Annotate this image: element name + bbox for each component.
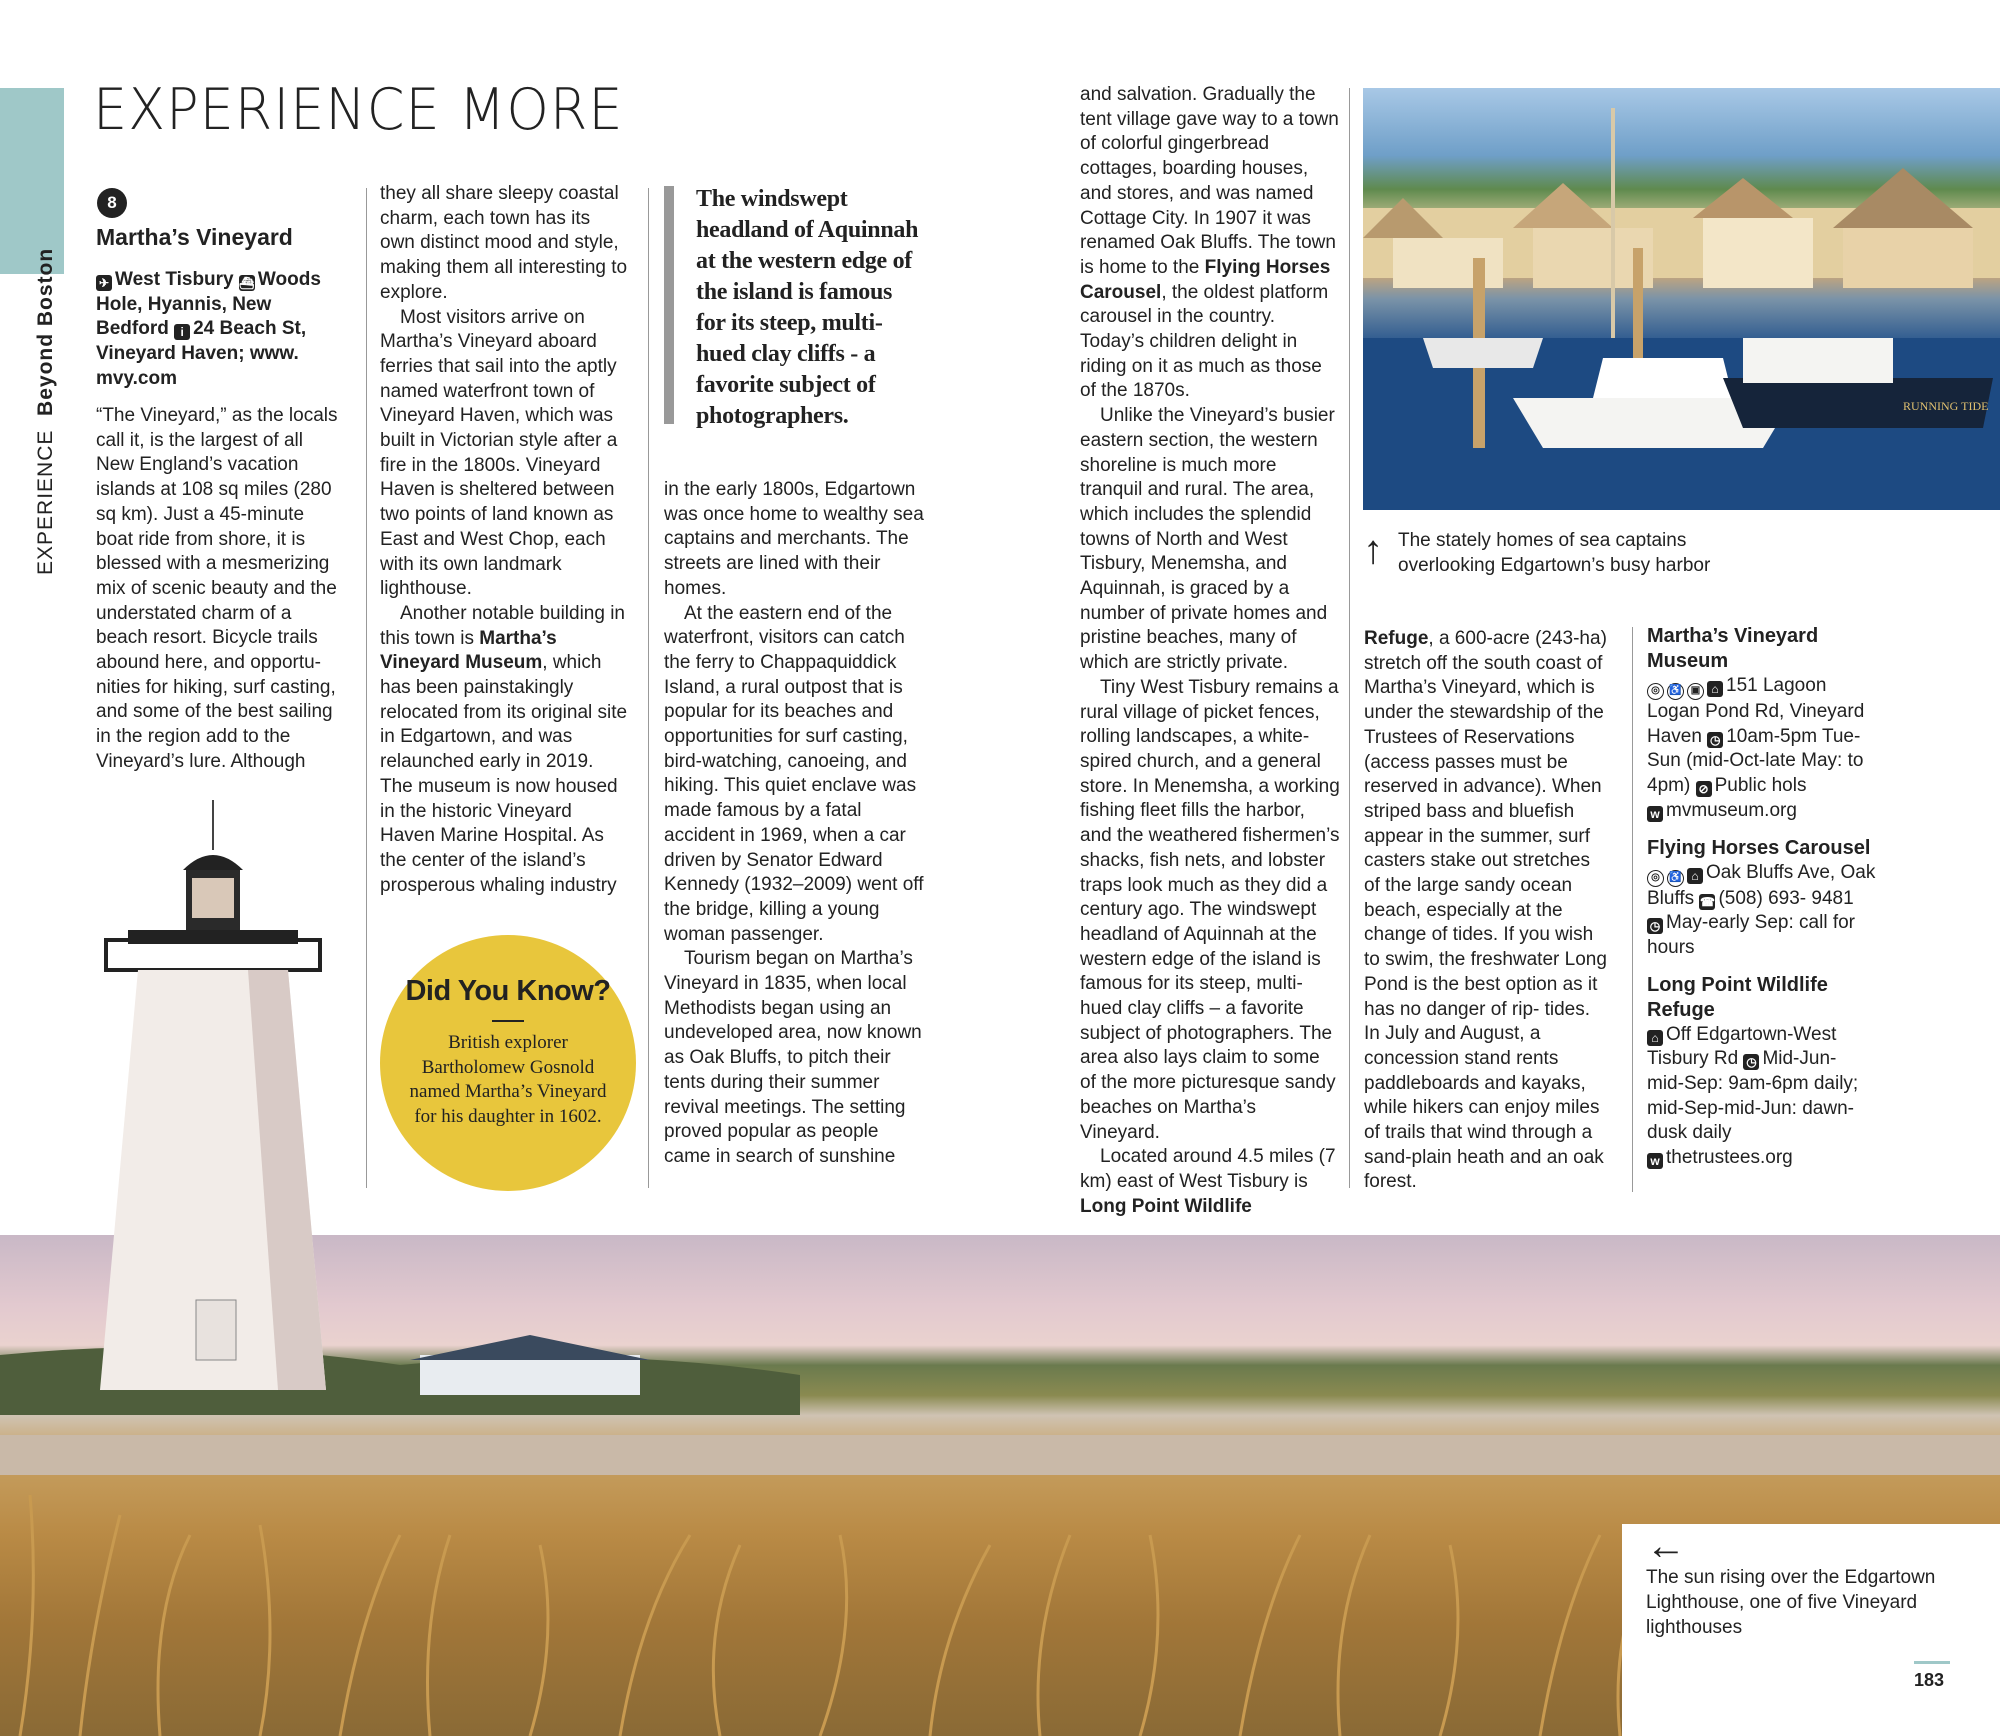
- listing-phone: (508) 693- 9481: [1718, 887, 1854, 909]
- wheelchair-icon: ♿: [1667, 683, 1684, 700]
- pullquote: The windswept headland of Aquinnah at the western edge of the island is famous for its steep, multi- hued clay cliffs - a favorite subject of photographers.: [696, 186, 919, 429]
- listing-address: Oak Bluffs Ave, Oak Bluffs: [1647, 861, 1876, 909]
- listing-hours: May-early Sep: call for hours: [1647, 912, 1856, 958]
- column-3: [664, 478, 924, 1170]
- museum-link-text: Martha’s Vineyard Museum: [380, 627, 557, 674]
- airport-icon: ✈: [96, 275, 112, 291]
- column-2: [380, 182, 630, 898]
- page-number-bar: [1914, 1661, 1950, 1664]
- col4-paragraph-4: [1080, 1145, 1340, 1219]
- did-you-know-badge: [380, 935, 636, 1191]
- refuge-name-cont: Refuge: [1364, 628, 1429, 649]
- clock-icon: ◷: [1647, 918, 1663, 934]
- running-head: [34, 248, 58, 575]
- col5-paragraph-1: [1364, 627, 1609, 1195]
- refuge-name: Long Point Wildlife: [1080, 1195, 1252, 1217]
- running-head-category: EXPERIENCE: [34, 429, 57, 575]
- listing-details: [1647, 674, 1877, 824]
- address-icon: ⌂: [1687, 868, 1703, 884]
- address-icon: ⌂: [1707, 681, 1723, 697]
- arrow-up-icon: ↑: [1363, 528, 1383, 572]
- listing-carousel: [1647, 836, 1877, 961]
- listing-museum: [1647, 624, 1877, 824]
- web-icon: w: [1647, 806, 1663, 822]
- lighthouse: [98, 800, 328, 1390]
- column-4: [1080, 83, 1340, 1219]
- column-divider: [648, 188, 649, 1188]
- col2-paragraph-1: they all share sleepy coastal charm, each town has its own distinct mood and style, making them all interesting to explore.: [380, 183, 628, 303]
- clock-icon: ◷: [1707, 732, 1723, 748]
- web-icon: w: [1647, 1153, 1663, 1169]
- col4-p1-text-a: and salvation. Gradually the tent village gave way to a town of colorful gingerbread cottages, boarding houses, and stores, and was named Cottage City. In 1907 it was renamed Oak Bluffs. The town is home to the: [1080, 84, 1339, 278]
- wheelchair-icon: ♿: [1667, 870, 1684, 887]
- col5-p1-text: , a 600-acre (243-ha) stretch off the south coast of Martha’s Vineyard, which is under the stewardship of the Trustees of Reservations (access passes must be reserved in advance). When striped bass and bluefish appear in the summer, surf casters stake out stretches of the large sandy ocean beach, especially at the change of tides. If you wish to swim, the freshwater Long Pond is the best option as it has no danger of rip- tides. In July and August, a concession stand rents paddleboards and kayaks, while hikers can enjoy miles of trails that wind through a sand-plain heath and an oak forest.: [1364, 628, 1607, 1193]
- column-divider: [366, 188, 367, 1188]
- section-info: [96, 268, 346, 392]
- info-airport: West Tisbury: [115, 269, 234, 290]
- carousel-name: Flying Horses Carousel: [1080, 256, 1331, 303]
- listing-web[interactable]: mvmuseum.org: [1666, 799, 1797, 821]
- listing-refuge: [1647, 973, 1877, 1171]
- listing-hours: Mid-Jun- mid-Sep: 9am-6pm daily; mid-Sep-mid-Jun: dawn-dusk daily: [1647, 1048, 1859, 1144]
- info-ferry: Woods Hole, Hyannis, New Bedford: [96, 269, 321, 340]
- listing-title: Martha’s Vineyard Museum: [1647, 625, 1819, 672]
- col2-p3-text-a: Another notable building in this town is: [380, 602, 626, 649]
- col3-paragraph-2: At the eastern end of the waterfront, visitors can catch the ferry to Chappaquiddick Island, a rural outpost that is popular for its beaches and opportunities for surf casting, bird-watching, canoeing, and hiking. This quiet enclave was made famous by a fatal accident in 1969, when a car driven by Senator Edward Kennedy (1932–2009) went off the bridge, killing a young woman passenger.: [664, 602, 924, 945]
- column-5: [1364, 627, 1609, 1195]
- col3-paragraph-3: Tourism began on Martha’s Vineyard in 1835, when local Methodists began using an undeveloped area, now known as Oak Bluffs, to pitch their tents during their summer revival meetings. The setting proved popular as people came in search of sunshine: [664, 948, 922, 1167]
- col3-paragraph-1: in the early 1800s, Edgartown was once home to wealthy sea captains and merchants. The streets are lined with their homes.: [664, 479, 924, 599]
- closed-icon: ⊘: [1696, 781, 1712, 797]
- harbor-illustration: [1363, 88, 2000, 510]
- listing-address: Off Edgartown-West Tisbury Rd: [1647, 1023, 1837, 1070]
- family-icon: ◎: [1647, 683, 1664, 700]
- listing-web[interactable]: thetrustees.org: [1666, 1147, 1793, 1169]
- listing-title: Flying Horses Carousel: [1647, 836, 1871, 859]
- info-website: www. mvy.com: [96, 343, 299, 389]
- lighthouse-icon: [98, 800, 328, 1390]
- arrow-left-icon: ←: [1646, 1524, 1686, 1568]
- listings: [1647, 624, 1877, 1171]
- boat-name: RUNNING TIDE: [1903, 399, 1989, 413]
- col4-p1-text-b: , the oldest platform carousel in the country. Today’s children delight in riding on it as much as those of the 1870s.: [1080, 281, 1329, 402]
- col4-paragraph-1: [1080, 83, 1340, 404]
- listing-hours: 10am-5pm Tue- Sun (mid-Oct-late May: to 4pm): [1647, 725, 1864, 797]
- col1-paragraph-1: “The Vineyard,” as the locals call it, is the largest of all New England’s vacation islands at 108 sq miles (280 sq km). Just a 45-minute boat ride from shore, it is blessed with a mesmerizing mix of scenic beauty and the understated charm of a beach resort. Bicycle trails abound here, and opportu- nities for hiking, surf casting, and some of the best sailing in the region add to the Vineyard’s lure. Although: [96, 405, 338, 772]
- shop-icon: ▣: [1687, 683, 1704, 700]
- col4-paragraph-3: Tiny West Tisbury remains a rural village of picket fences, rolling landscapes, a white- spired church, and a general store. In Menemsha, a working fishing fleet fills the harbor, and the weathered fishermen’s shacks, fish nets, and lobster traps look much as they did a century ago. The windswept headland of Aquinnah at the western edge of the island is famous for its steep, multi- hued clay cliffs – a favorite subject of photographers. The area also lays claim to some of the more picturesque sandy beaches on Martha’s Vineyard.: [1080, 676, 1340, 1143]
- section-heading: Martha’s Vineyard: [96, 224, 293, 250]
- column-1: [96, 404, 346, 775]
- ferry-icon: ⛴: [239, 276, 255, 290]
- address-icon: ⌂: [1647, 1030, 1663, 1046]
- info-visitor-center: 24 Beach St, Vineyard Haven;: [96, 318, 307, 365]
- listing-title: Long Point Wildlife Refuge: [1647, 973, 1828, 1021]
- family-icon: ◎: [1647, 870, 1664, 887]
- col2-paragraph-2: Most visitors arrive on Martha’s Vineyard aboard ferries that sail into the aptly named waterfront town of Vineyard Haven, which was built in Victorian style after a fire in the 1800s. Vineyard Haven is sheltered between two points of land known as East and West Chop, each with its own landmark lighthouse.: [380, 306, 618, 600]
- running-head-region: Beyond Boston: [34, 247, 57, 416]
- col4-paragraph-2: Unlike the Vineyard’s busier eastern section, the western shoreline is much more tranquil and rural. The area, which includes the splendid towns of North and West Tisbury, Menemsha, and Aquinnah, is graced by a number of private homes and pristine beaches, many of which are strictly private.: [1080, 405, 1335, 674]
- info-icon: i: [174, 324, 190, 340]
- listing-closed: Public hols: [1714, 775, 1807, 797]
- listing-address: 151 Lagoon Logan Pond Rd, Vineyard Haven: [1647, 675, 1865, 747]
- listing-details: [1647, 861, 1877, 961]
- col2-paragraph-3: [380, 602, 630, 898]
- did-you-know-rule: [492, 1020, 524, 1022]
- col2-p3-text-b: , which has been painstakingly relocated from its original site in Edgartown, and was relaunched early in 2019. The museum is now housed in the historic Vineyard Haven Marine Hospital. As the center of the island’s prosperous whaling industry: [380, 652, 628, 896]
- page-title: EXPERIENCE MORE: [93, 76, 624, 143]
- listing-details: [1647, 1023, 1877, 1171]
- phone-icon: ☎: [1699, 894, 1715, 909]
- section-number-badge: 8: [97, 188, 127, 218]
- pullquote-bar: [664, 186, 674, 424]
- did-you-know-body: British explorer Bartholomew Gosnold named Martha’s Vineyard for his daughter in 1602.: [409, 1032, 607, 1128]
- harbor-photo: [1363, 88, 2000, 510]
- harbor-caption: The stately homes of sea captains overlooking Edgartown’s busy harbor: [1398, 530, 1711, 576]
- page-number: 183: [1914, 1670, 1945, 1690]
- bottom-caption: The sun rising over the Edgartown Lighthouse, one of five Vineyard lighthouses: [1646, 1567, 1936, 1638]
- column-divider: [1349, 88, 1350, 1188]
- did-you-know-title: Did You Know?: [405, 975, 611, 1007]
- column-divider: [1632, 627, 1633, 1192]
- clock-icon: ◷: [1743, 1054, 1759, 1070]
- chapter-tab: [0, 88, 64, 274]
- col4-p4-text-a: Located around 4.5 miles (7 km) east of West Tisbury is: [1080, 1146, 1336, 1192]
